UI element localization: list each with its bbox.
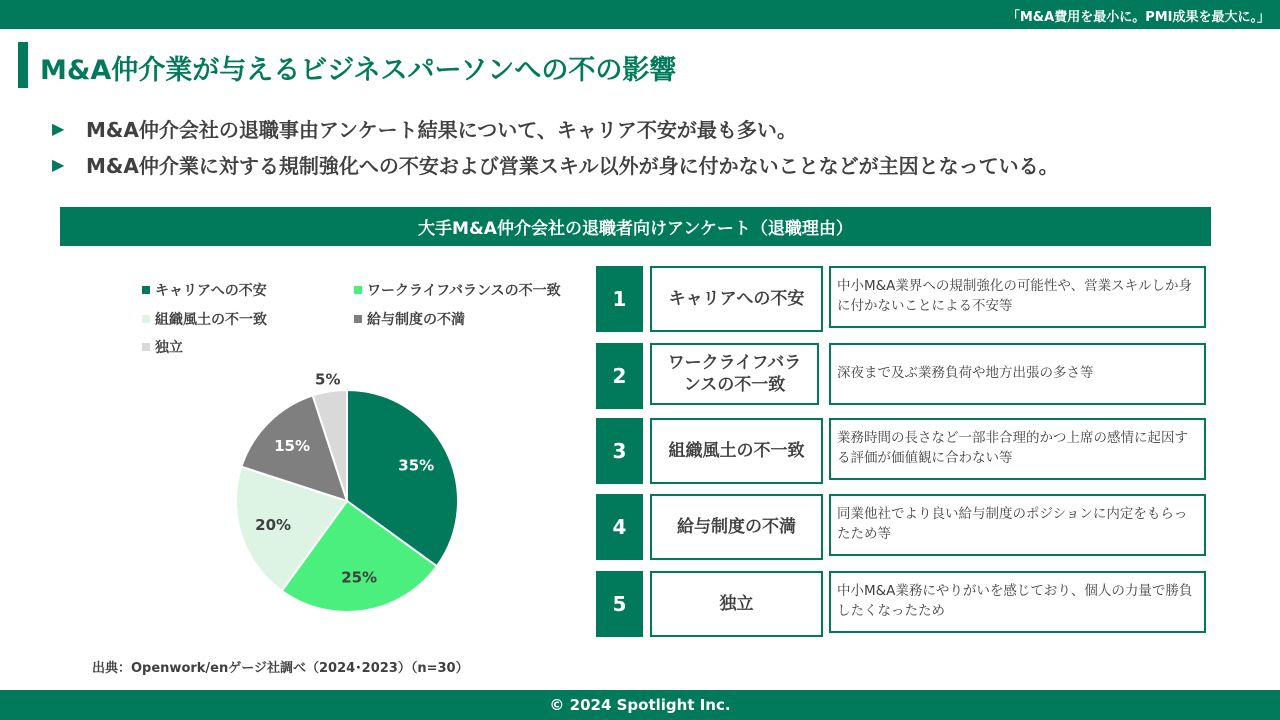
legend-swatch (142, 315, 150, 323)
legend-label: キャリアへの不安 (155, 283, 267, 299)
legend-swatch (354, 286, 362, 294)
pie-label-3: 20% (255, 516, 292, 535)
reason-description: 中小M&A業務にやりがいを感じており、個人の力量で勝負したくなったため (829, 571, 1206, 633)
reason-number: 5 (596, 571, 643, 637)
reason-description: 業務時間の長さなど一部非合理的かつ上席の感情に起因する評価が価値観に合わない等 (829, 418, 1206, 480)
footer-copyright: © 2024 Spotlight Inc. (0, 690, 1280, 720)
legend-swatch (142, 343, 150, 351)
pie-label-4: 15% (274, 437, 311, 456)
pie-chart (226, 368, 466, 618)
legend-item-worklife (354, 280, 561, 300)
legend-label: 組織風土の不一致 (155, 312, 267, 328)
page-title: M&A仲介業が与えるビジネスパーソンへの不の影響 (40, 55, 677, 86)
reason-number: 2 (596, 343, 643, 409)
triangle-right-icon: ▶ (52, 119, 65, 138)
reason-category: ワークライフバランスの不一致 (650, 343, 819, 405)
reason-category: 独立 (650, 571, 823, 637)
reason-category: 組織風土の不一致 (650, 418, 823, 484)
legend-item-salary (354, 309, 465, 329)
reason-description: 中小M&A業界への規制強化の可能性や、営業スキルしか身に付かないことによる不安等 (829, 266, 1206, 328)
legend-label: ワークライフバランスの不一致 (367, 283, 561, 299)
bullet-text-1: M&A仲介会社の退職事由アンケート結果について、キャリア不安が最も多い。 (86, 118, 797, 142)
reason-category: キャリアへの不安 (650, 266, 823, 332)
legend-label: 給与制度の不満 (367, 312, 465, 328)
title-accent-bar (18, 42, 28, 88)
top-bar (0, 0, 1280, 29)
source-note: 出典：Openwork/enゲージ社調べ（2024･2023）（n=30） (92, 661, 469, 676)
bullet-2 (52, 150, 1059, 179)
section-title: 大手M&A仲介会社の退職者向けアンケート（退職理由） (60, 207, 1211, 246)
pie-label-2: 25% (341, 568, 378, 587)
triangle-right-icon: ▶ (52, 155, 65, 174)
reason-number: 3 (596, 418, 643, 484)
tagline: 「M&A費用を最小に。PMI成果を最大に。」 (1006, 10, 1270, 25)
legend-label: 独立 (155, 340, 183, 356)
legend-item-career (142, 280, 267, 300)
legend-swatch (142, 286, 150, 294)
bullet-1 (52, 114, 797, 143)
reason-number: 1 (596, 266, 643, 332)
pie-label-5: 5% (315, 370, 341, 389)
bullet-text-2: M&A仲介業に対する規制強化への不安および営業スキル以外が身に付かないことなどが主因となっている。 (86, 154, 1059, 178)
legend-item-independence (142, 337, 183, 357)
reason-description: 深夜まで及ぶ業務負荷や地方出張の多さ等 (829, 343, 1206, 405)
legend-swatch (354, 315, 362, 323)
reason-category: 給与制度の不満 (650, 494, 823, 560)
legend-item-culture (142, 309, 267, 329)
reason-description: 同業他社でより良い給与制度のポジションに内定をもらったため等 (829, 494, 1206, 556)
reason-number: 4 (596, 494, 643, 560)
pie-label-1: 35% (398, 456, 435, 475)
